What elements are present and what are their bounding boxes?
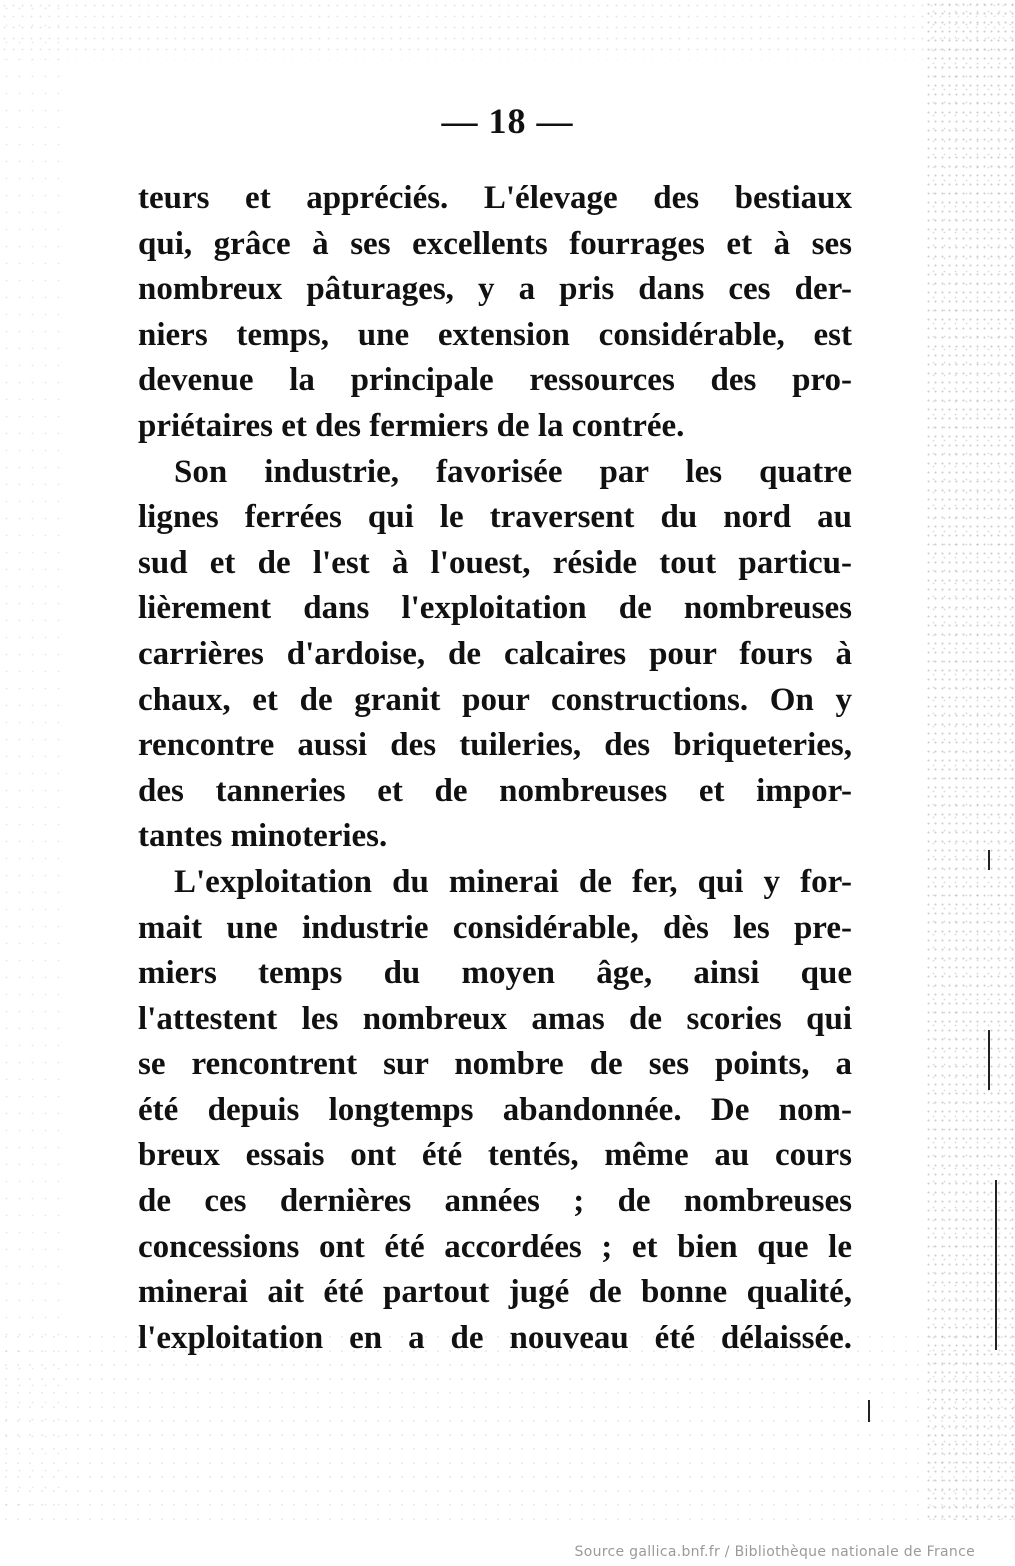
text-line: sud et de l'est à l'ouest, réside tout particu- xyxy=(138,544,852,581)
scan-noise-top xyxy=(0,0,1015,60)
text-line: de ces dernières années ; de nombreuses xyxy=(138,1183,852,1220)
body-text xyxy=(138,176,852,1361)
text-line: été depuis longtemps abandonnée. De nom- xyxy=(138,1091,852,1128)
text-line: l'attestent les nombreux amas de scories qui xyxy=(138,1000,852,1037)
text-line: priétaires et des fermiers de la contrée. xyxy=(138,407,685,444)
text-line: L'exploitation du minerai de fer, qui y for- xyxy=(174,863,852,900)
scan-edge-mark xyxy=(995,1180,997,1350)
text-line: miers temps du moyen âge, ainsi que xyxy=(138,955,852,992)
text-line: carrières d'ardoise, de calcaires pour fours à xyxy=(138,635,852,672)
text-line: lièrement dans l'exploitation de nombreuses xyxy=(138,590,852,627)
text-line: lignes ferrées qui le traversent du nord au xyxy=(138,499,852,536)
scan-noise-left xyxy=(0,0,60,1520)
text-line: teurs et appréciés. L'élevage des bestiaux xyxy=(138,180,852,216)
text-line: minerai ait été partout jugé de bonne qualité, xyxy=(138,1274,852,1311)
text-line: Son industrie, favorisée par les quatre xyxy=(174,453,852,490)
text-line: nombreux pâturages, y a pris dans ces der- xyxy=(138,271,852,308)
text-line: l'exploitation en a de nouveau été délaissée. xyxy=(138,1319,852,1356)
source-attribution: Source gallica.bnf.fr / Bibliothèque nationale de France xyxy=(574,1544,975,1560)
text-line: breux essais ont été tentés, même au cours xyxy=(138,1137,852,1174)
scan-edge-mark xyxy=(988,850,990,870)
scan-edge-mark xyxy=(868,1400,870,1422)
text-line: tantes minoteries. xyxy=(138,818,388,855)
text-line: niers temps, une extension considérable, est xyxy=(138,316,852,353)
text-line: mait une industrie considérable, dès les pre- xyxy=(138,909,852,946)
text-line: concessions ont été accordées ; et bien que le xyxy=(138,1228,852,1265)
scan-edge-mark xyxy=(988,1030,990,1090)
text-line: chaux, et de granit pour constructions. On y xyxy=(138,681,852,718)
text-line: se rencontrent sur nombre de ses points, a xyxy=(138,1046,852,1083)
text-line: des tanneries et de nombreuses et impor- xyxy=(138,772,852,809)
text-line: devenue la principale ressources des pro- xyxy=(138,362,852,399)
page-number: — 18 — xyxy=(441,101,574,141)
scan-noise-right xyxy=(925,0,1015,1520)
text-line: qui, grâce à ses excellents fourrages et à ses xyxy=(138,225,852,262)
text-line: rencontre aussi des tuileries, des briqueteries, xyxy=(138,727,852,764)
